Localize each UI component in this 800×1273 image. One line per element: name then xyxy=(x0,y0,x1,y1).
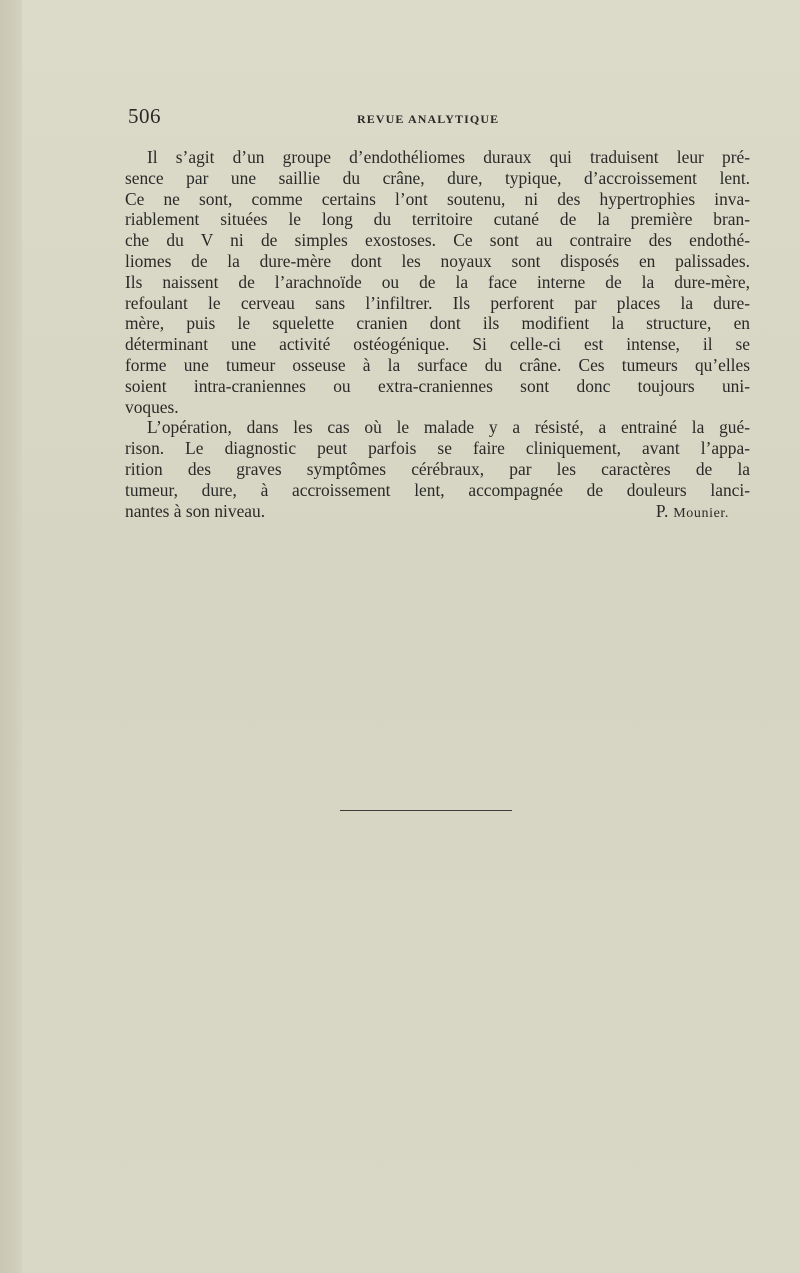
text-line: riablement situées le long du territoire cutané de la première bran- xyxy=(125,209,750,230)
text-line: rition des graves symptômes cérébraux, par les caractères de la xyxy=(125,458,750,479)
text-line: Il s’agit d’un groupe d’endothéliomes duraux qui traduisent leur pré- xyxy=(147,147,750,167)
text-line: déterminant une activité ostéogénique. Si celle-ci est intense, il se xyxy=(125,334,750,355)
article-body xyxy=(125,147,750,521)
closing-line xyxy=(125,501,729,522)
text-line: Ce ne sont, comme certains l’ont soutenu, ni des hypertrophies inva- xyxy=(125,188,750,209)
text-line: soient intra-craniennes ou extra-craniennes sont donc toujours uni- xyxy=(125,375,750,396)
author-initial: P. xyxy=(655,500,674,521)
text-line: mère, puis le squelette cranien dont ils modifient la structure, en xyxy=(125,313,750,334)
text-line: sence par une saillie du crâne, dure, typique, d’accroissement lent. xyxy=(125,167,750,188)
running-title: REVUE ANALYTIQUE xyxy=(357,112,500,126)
text-line: liomes de la dure-mère dont les noyaux sont disposés en palissades. xyxy=(125,250,750,271)
page-number: 506 xyxy=(128,104,161,128)
section-divider-rule xyxy=(340,810,512,811)
text-line: L’opération, dans les cas où le malade y a résisté, a entrainé la gué- xyxy=(147,417,750,438)
paragraph-2 xyxy=(125,417,750,521)
text-line: che du V ni de simples exostoses. Ce sont au contraire des endothé- xyxy=(125,230,750,251)
text-line: tumeur, dure, à accroissement lent, accompagnée de douleurs lanci- xyxy=(125,479,750,500)
page-header xyxy=(128,104,738,130)
text-line: Ils naissent de l’arachnoïde ou de la face interne de la dure-mère, xyxy=(125,271,750,292)
paragraph-1 xyxy=(125,147,750,417)
text-line: refoulant le cerveau sans l’infiltrer. Ils perforent par places la dure- xyxy=(125,292,750,313)
text-line: forme une tumeur osseuse à la surface du crâne. Ces tumeurs qu’elles xyxy=(125,354,750,375)
text-line: rison. Le diagnostic peut parfois se faire cliniquement, avant l’appa- xyxy=(125,438,750,459)
text-line: nantes à son niveau. xyxy=(125,500,266,521)
author-signature xyxy=(656,501,729,522)
text-line: voques. xyxy=(125,396,179,417)
page-edge-shadow xyxy=(0,0,22,1273)
author-surname: Mounier. xyxy=(673,505,729,521)
